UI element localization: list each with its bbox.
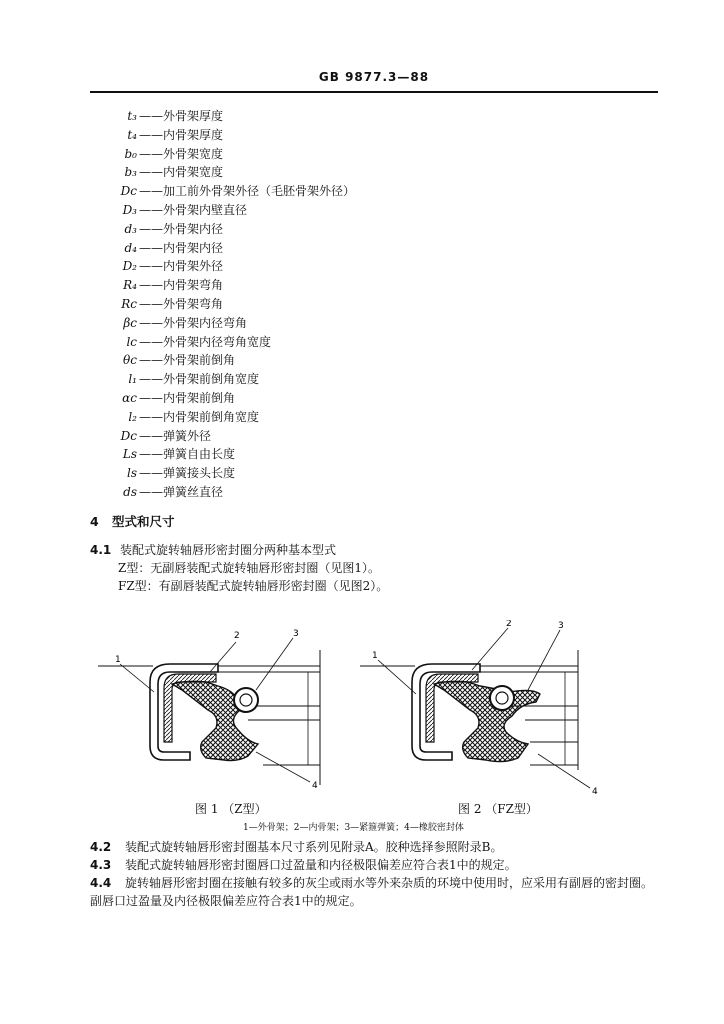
figure-1-drawing: [98, 620, 330, 800]
fig2-callout-3: 3: [558, 621, 564, 631]
symbol: l₁: [128, 372, 137, 387]
symbol-description: ——外骨架弯角: [139, 296, 224, 311]
symbol: d₄: [124, 240, 137, 255]
symbol-description: ——内骨架宽度: [139, 165, 224, 180]
symbol: b₃: [124, 165, 137, 180]
symbol-description: ——外骨架厚度: [139, 109, 224, 123]
symbol: D₂: [122, 259, 137, 274]
clause-number: 4.1: [90, 543, 112, 557]
clause-text: 旋转轴唇形密封圈在接触有较多的灰尘或雨水等外来杂质的环境中使用时，应采用有副唇的密封圈。副唇口过盈量及内径极限偏差应符合表1中的规定。: [90, 876, 654, 908]
symbol-description: ——外骨架宽度: [139, 146, 224, 161]
symbol-row: [103, 370, 355, 389]
clause-4-4: [90, 874, 660, 910]
symbol-description: ——弹簧自由长度: [139, 447, 236, 462]
symbol: ds: [123, 484, 137, 499]
symbol-row: [103, 351, 355, 370]
symbol-description: ——外骨架前倒角宽度: [139, 372, 260, 387]
symbol-description: ——弹簧接头长度: [139, 466, 236, 481]
symbol-row: [103, 163, 355, 182]
symbol-description: ——外骨架内壁直径: [139, 202, 248, 217]
clause-4-1: [90, 541, 336, 558]
clause-number: 4.3: [90, 858, 112, 872]
symbol: b₀: [124, 146, 137, 161]
symbol-row: [103, 464, 355, 483]
symbol-row: [103, 126, 355, 145]
figure-legend: 1—外骨架；2—内骨架；3—紧箍弹簧；4—橡胶密封体: [243, 823, 464, 833]
clause-4-2: [90, 838, 660, 856]
symbol-row: [103, 333, 355, 352]
clause-text: 装配式旋转轴唇形密封圈分两种基本型式: [120, 543, 337, 557]
symbol-row: [103, 276, 355, 295]
figure-2-drawing: [360, 620, 600, 800]
fig2-callout-1: 1: [372, 651, 378, 661]
symbol-description: ——弹簧外径: [139, 428, 212, 443]
section-4-title: [90, 512, 175, 530]
symbol-description: ——外骨架内径弯角: [139, 315, 248, 330]
clause-text: 装配式旋转轴唇形密封圈唇口过盈量和内径极限偏差应符合表1中的规定。: [125, 858, 517, 872]
symbol-row: [103, 145, 355, 164]
symbol-description: ——内骨架前倒角: [139, 390, 236, 405]
symbol-description: ——弹簧丝直径: [139, 484, 224, 499]
fig2-callout-4: 4: [592, 787, 598, 797]
symbol: t₃: [127, 109, 137, 123]
symbol-description: ——外骨架内径: [139, 221, 224, 236]
page-header: GB 9877.3—88: [318, 70, 430, 84]
clause-4-3: [90, 856, 660, 874]
symbol: d₃: [124, 221, 137, 236]
symbol-description: ——外骨架前倒角: [139, 353, 236, 368]
symbol-row: [103, 257, 355, 276]
clause-text: 装配式旋转轴唇形密封圈基本尺寸系列见附录A。胶种选择参照附录B。: [125, 840, 503, 854]
symbol-row: [103, 295, 355, 314]
symbol-description: ——内骨架厚度: [139, 127, 224, 142]
symbol: l₂: [128, 409, 137, 424]
symbol: Dc: [120, 428, 137, 443]
symbol-description: ——内骨架弯角: [139, 278, 224, 293]
symbol-row: [103, 445, 355, 464]
symbol: lc: [126, 334, 137, 349]
symbol-row: [103, 239, 355, 258]
symbol: βc: [123, 315, 137, 330]
type-fz-line: FZ型：有副唇装配式旋转轴唇形密封圈（见图2）。: [118, 579, 389, 593]
section-heading: 型式和尺寸: [112, 514, 175, 529]
figure-2-caption: 图 2 （FZ型）: [458, 802, 538, 816]
symbol: αc: [122, 390, 137, 405]
symbol: Ls: [122, 447, 137, 462]
symbol-description: ——内骨架前倒角宽度: [139, 409, 260, 424]
symbol-description: ——内骨架外径: [139, 259, 224, 274]
figure-1-caption: 图 1 （Z型）: [195, 802, 267, 816]
fig2-callout-2: 2: [506, 620, 512, 629]
clause-number: 4.4: [90, 876, 112, 890]
symbol-row: [103, 314, 355, 333]
type-z-line: Z型：无副唇装配式旋转轴唇形密封圈（见图1）。: [118, 561, 380, 575]
symbol-description: ——加工前外骨架外径（毛胚骨架外径）: [139, 184, 356, 199]
symbol-description: ——外骨架内径弯角宽度: [139, 334, 272, 349]
symbol-row: [103, 427, 355, 446]
symbol-row: [103, 201, 355, 220]
symbol-row: [103, 220, 355, 239]
symbol: ls: [127, 466, 137, 481]
symbol: θc: [123, 353, 137, 368]
symbol: R₄: [123, 278, 137, 293]
symbol-row: [103, 182, 355, 201]
symbol-row: [103, 408, 355, 427]
symbol: t₄: [127, 127, 137, 142]
symbol: Dc: [120, 184, 137, 199]
symbol-list: [103, 107, 355, 502]
fig1-callout-3: 3: [293, 629, 299, 639]
symbol-row: [103, 483, 355, 502]
header-rule: [90, 91, 658, 93]
symbol-description: ——内骨架内径: [139, 240, 224, 255]
symbol: D₃: [122, 202, 137, 217]
fig1-callout-2: 2: [234, 631, 240, 641]
symbol: Rc: [121, 296, 137, 311]
fig1-callout-1: 1: [115, 655, 121, 665]
clause-number: 4.2: [90, 840, 112, 854]
symbol-row: [103, 107, 355, 126]
symbol-row: [103, 389, 355, 408]
section-number: 4: [90, 514, 99, 529]
fig1-callout-4: 4: [312, 781, 318, 791]
